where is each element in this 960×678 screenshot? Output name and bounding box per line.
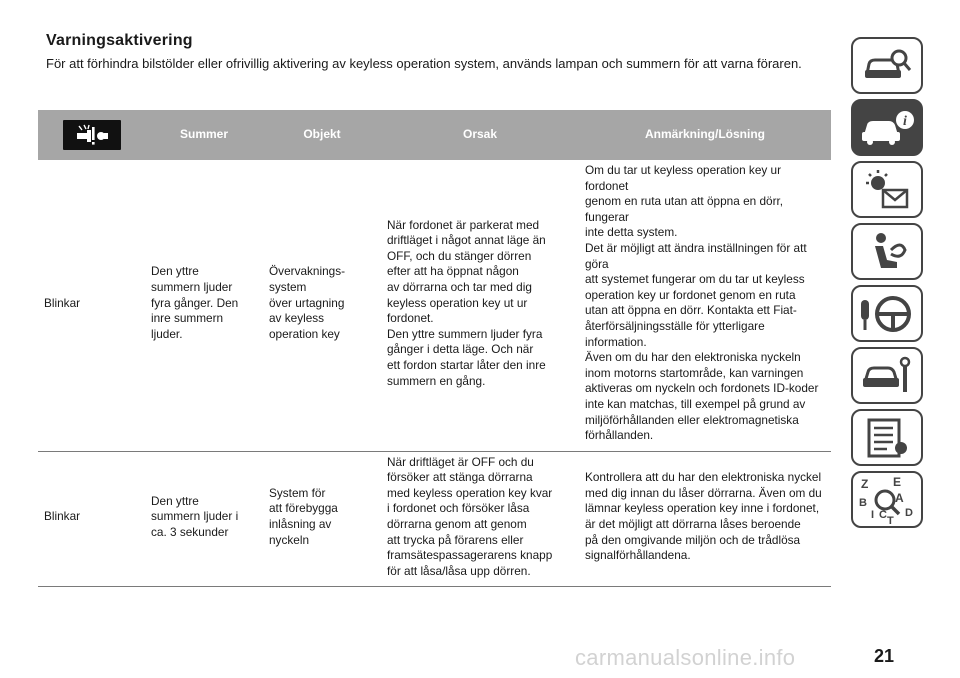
cell-summer-text: Den yttre summern ljuder i ca. 3 sekunder — [151, 493, 239, 539]
tab-technical-data[interactable] — [851, 409, 923, 466]
warning-lamp-icon-svg — [63, 120, 121, 150]
header-anmarkning: Anmärkning/Lösning — [579, 110, 831, 160]
tab-letter-e: E — [893, 474, 902, 489]
car-wrench-icon — [861, 356, 913, 396]
cell-anmarkning-text: Kontrollera att du har den elektroniska nyckel med dig innan du låser dörrarna. Även om du lämnar keyless operation key inne i fordonet, är det möjligt att dörrarna låses beroende på den omgivande miljön och de trådlösa signalförhållandena. — [585, 470, 822, 563]
cell-objekt-text: System för att förebygga inlåsning av nyckeln — [269, 485, 338, 547]
cell-anmarkning — [579, 451, 831, 587]
section-title: Varningsaktivering — [46, 32, 193, 49]
cell-lampa — [38, 160, 145, 451]
tab-letter-t: T — [887, 514, 894, 526]
car-search-icon — [861, 46, 913, 86]
tab-letter-d: D — [905, 506, 913, 519]
key-steering-wheel-icon — [859, 292, 915, 336]
header-summer: Summer — [145, 110, 263, 160]
header-objekt: Objekt — [263, 110, 381, 160]
warning-light-message-icon — [861, 168, 913, 212]
cell-objekt — [263, 160, 381, 451]
page-number: 21 — [874, 646, 895, 666]
cell-orsak-text: När fordonet är parkerat med driftläget i något annat läge än OFF, och du stänger dörren efter att ha öppnat någon av dörrarna och tar med dig keyless operation key ut ur fordonet. Den yttre summern ljuder fyra gånger i detta läge. Och när ett fordon startar låter den inre summern en gång. — [387, 217, 546, 388]
index-search-icon — [857, 474, 917, 526]
intro-paragraph: För att förhindra bilstölder eller ofrivillig aktivering av keyless operation system, används lampan och summern för att varna föraren. — [46, 56, 802, 71]
cell-lampa-text: Blinkar — [44, 295, 81, 310]
cell-summer — [145, 160, 263, 451]
seat-airbag-icon — [861, 230, 913, 274]
watermark: carmanualsonline.info — [575, 645, 796, 670]
warning-lamp-icon — [63, 120, 121, 150]
cell-anmarkning-text: Om du tar ut keyless operation key ur fordonet genom en ruta utan att öppna en dörr, fungerar inte detta system. Det är möjligt att ändra inställningen för att göra att systemet fungerar om du tar ut keyless operation key ur fordonet genom en ruta utan att öppna en dörr. Kontakta ett Fiat- återförsäljningsställe för ytterligare information. Även om du har den elektroniska nyckeln inom motorns startområde, kan varningen aktiveras om nyckeln och fordonets ID-koder inte kan matchas, till exempel på grund av miljöförhållanden eller elektromagnetiska förhållanden. — [585, 163, 819, 443]
tab-letter-i: I — [871, 508, 875, 521]
cell-objekt-text: Övervaknings- system över urtagning av keyless operation key — [269, 264, 346, 341]
cell-summer-text: Den yttre summern ljuder fyra gånger. Den inre summern ljuder. — [151, 264, 239, 341]
tab-starting-driving[interactable] — [851, 285, 923, 342]
tab-letter-c: C — [879, 508, 887, 521]
chapter-tabs — [851, 37, 923, 533]
table-row — [38, 451, 831, 587]
cell-objekt — [263, 451, 381, 587]
tab-safety[interactable] — [851, 223, 923, 280]
tab-letter-b: B — [859, 496, 867, 509]
svg-text:i: i — [903, 113, 907, 129]
table-header-row — [38, 110, 831, 160]
cell-summer — [145, 451, 263, 587]
tab-warning-lights[interactable] — [851, 161, 923, 218]
cell-orsak — [381, 160, 579, 451]
cell-lampa-text: Blinkar — [44, 509, 81, 524]
tab-car-info[interactable] — [851, 99, 923, 156]
cell-anmarkning — [579, 160, 831, 451]
cell-orsak-text: När driftläget är OFF och du försöker att stänga dörrarna med keyless operation key kvar i fordonet och försöker låsa dörrarna genom att genom att trycka på förarens eller framsätespassagerarens knapp för att låsa/låsa upp dörren. — [387, 454, 553, 578]
tab-index[interactable] — [851, 471, 923, 528]
specifications-list-icon — [861, 416, 913, 460]
header-orsak: Orsak — [381, 110, 579, 160]
cell-lampa — [38, 451, 145, 587]
tab-car-search[interactable] — [851, 37, 923, 94]
header-lamp — [38, 110, 145, 160]
tab-maintenance[interactable] — [851, 347, 923, 404]
cell-orsak — [381, 451, 579, 587]
table-row — [38, 160, 831, 451]
warning-activation-table — [38, 110, 831, 587]
tab-letter-z: Z — [861, 476, 869, 491]
car-info-icon — [859, 108, 915, 148]
tab-letter-a: A — [895, 490, 904, 505]
